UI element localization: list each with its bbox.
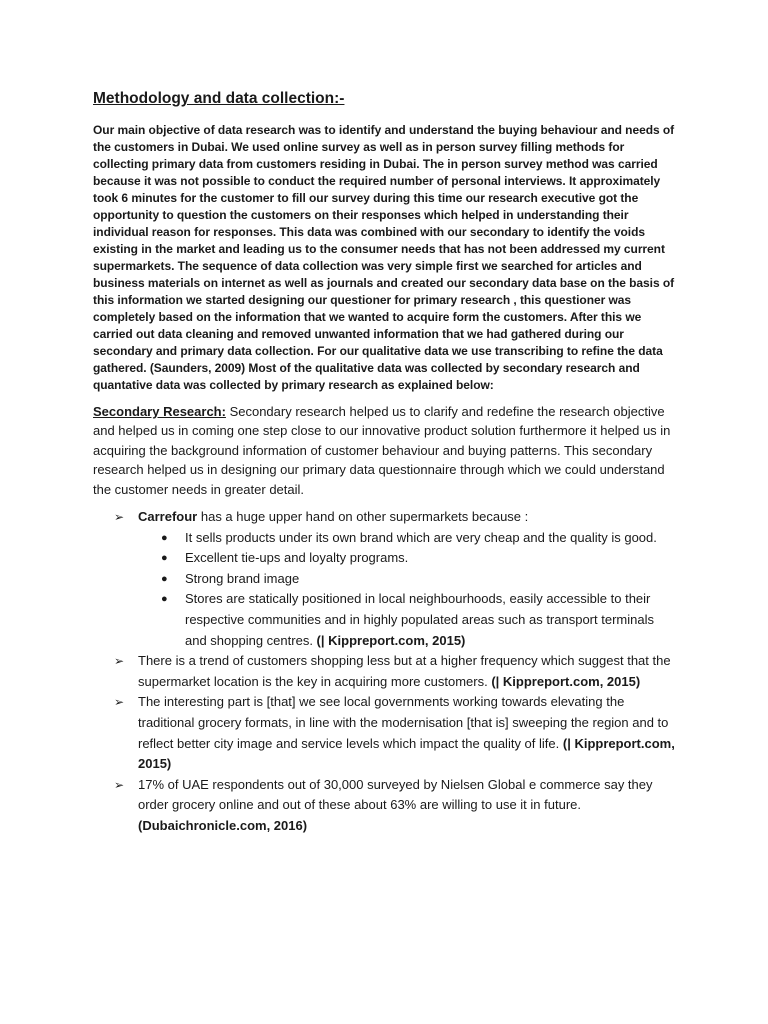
page-title: Methodology and data collection:- xyxy=(93,90,345,107)
list-item-sub xyxy=(161,569,678,590)
dot-bullet-icon: ● xyxy=(161,552,168,565)
trend-text: There is a trend of customers shopping less but at a higher frequency which suggest that the supermarket location is the key in acquiring more customers. xyxy=(138,653,671,689)
document-page xyxy=(93,88,678,837)
list-item-trend xyxy=(114,651,678,692)
secondary-research-heading: Secondary Research: xyxy=(93,404,226,419)
arrow-bullet-icon: ➢ xyxy=(114,777,125,792)
sub-item-text: Stores are statically positioned in local neighbourhoods, easily accessible to their respective communities and in highly populated areas such as transport terminals and shopping centres. xyxy=(185,591,654,648)
arrow-bullet-icon: ➢ xyxy=(114,654,125,669)
dot-bullet-icon: ● xyxy=(161,531,168,544)
citation: (Dubaichronicle.com, 2016) xyxy=(138,817,308,833)
secondary-research-text: Secondary research helped us to clarify and redefine the research objective and helped us in coming one step close to our innovative product solution furthermore it helped us in acquiring the background information of customer behaviour and buying patterns. This secondary research helped us in designing our primary data questionnaire through which we could understand the customer needs in greater detail. xyxy=(93,404,671,497)
list-item-sub xyxy=(161,589,678,651)
sub-item-text: Strong brand image xyxy=(185,570,300,586)
uae-text: 17% of UAE respondents out of 30,000 surveyed by Nielsen Global e commerce say they order grocery online and out of these about 63% are willing to use it in future. xyxy=(138,776,653,813)
dot-bullet-list xyxy=(138,528,678,652)
list-item-uae xyxy=(114,775,678,837)
arrow-bullet-icon: ➢ xyxy=(114,510,125,525)
sub-item-text: It sells products under its own brand which are very cheap and the quality is good. xyxy=(185,529,657,545)
intro-paragraph: Our main objective of data research was to identify and understand the buying behaviour and needs of the customers in Dubai. We used online survey as well as in person survey filling methods for collecting primary data from customers residing in Dubai. The in person survey method was carried because it was not possible to conduct the required number of personal interviews. It approximately took 6 minutes for the customer to fill our survey during this time our research executive got the opportunity to question the customers on their responses which helped in understanding their individual reason for responses. This data was combined with our secondary to identify the voids existing in the market and leading us to the consumer needs that has not been addressed my current supermarkets. The sequence of data collection was very simple first we searched for articles and business materials on internet as well as journals and created our secondary data base on the basis of this information we started designing our questioner for primary research , this questioner was completely based on the information that we wanted to acquire form the customers. After this we carried out data cleaning and removed unwanted information that we had gathered during our secondary and primary data collection. For our qualitative data we use transcribing to refine the data gathered. (Saunders, 2009) Most of the qualitative data was collected by secondary research and quantative data was collected by primary research as explained below: xyxy=(93,123,675,392)
arrow-bullet-icon: ➢ xyxy=(114,695,125,710)
carrefour-brand: Carrefour xyxy=(138,509,198,525)
arrow-bullet-list xyxy=(93,507,678,837)
carrefour-text: has a huge upper hand on other supermarkets because : xyxy=(197,509,529,525)
interesting-text: The interesting part is [that] we see local governments working towards elevating the traditional grocery formats, in line with the modernisation [that is] sweeping the region and to reflect better city image and service levels which impact the quality of life. xyxy=(138,694,669,751)
sub-item-text: Excellent tie-ups and loyalty programs. xyxy=(185,550,409,566)
list-item-interesting xyxy=(114,692,678,774)
dot-bullet-icon: ● xyxy=(161,593,168,606)
citation: (| Kippreport.com, 2015) xyxy=(491,673,641,689)
list-item-sub xyxy=(161,548,678,569)
list-item-carrefour xyxy=(114,507,678,651)
dot-bullet-icon: ● xyxy=(161,572,168,585)
citation: (| Kippreport.com, 2015) xyxy=(316,632,466,648)
list-item-sub xyxy=(161,528,678,549)
citation: (| Kippreport.com, 2015) xyxy=(138,735,675,772)
secondary-research-paragraph xyxy=(93,402,678,499)
